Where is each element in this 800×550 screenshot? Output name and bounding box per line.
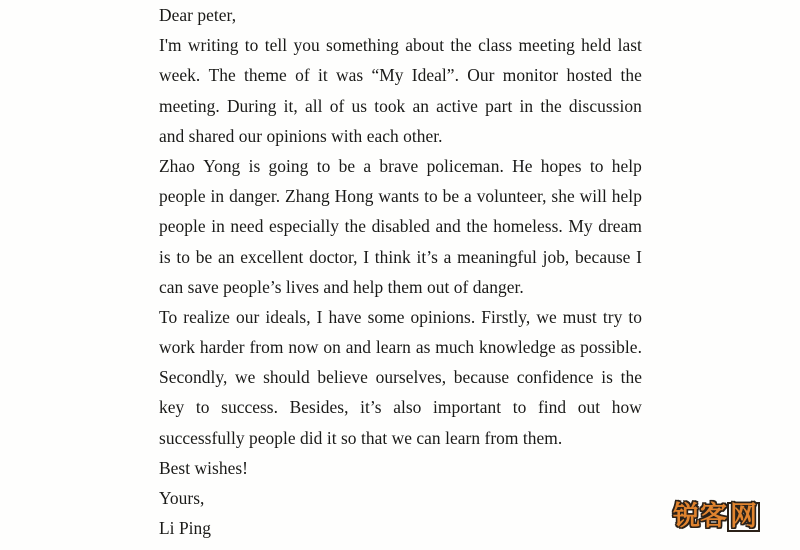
letter-line-salutation: Dear peter, xyxy=(159,5,237,25)
letter-line: I'm writing to tell you something about the class meeting held last xyxy=(159,35,642,56)
letter-line: people in need especially the disabled and the homeless. My dream xyxy=(159,216,642,237)
watermark-char-wang: 网 xyxy=(727,502,760,532)
letter-line: and shared our opinions with each other. xyxy=(159,125,443,146)
letter-line: key to success. Besides, it’s also important to find out how xyxy=(159,397,642,418)
watermark-char-rui: 锐 xyxy=(673,501,700,532)
letter-line: work harder from now on and learn as much knowledge as possible. xyxy=(159,337,642,358)
letter-line: can save people’s lives and help them out of danger. xyxy=(159,276,524,297)
letter-line-best-wishes: Best wishes! xyxy=(159,457,248,478)
letter-line: week. The theme of it was “My Ideal”. Our monitor hosted the xyxy=(159,65,642,86)
letter-line: Secondly, we should believe ourselves, because confidence is the xyxy=(159,367,642,388)
letter-line: To realize our ideals, I have some opinions. Firstly, we must try to xyxy=(159,306,642,327)
letter-line-signature: Li Ping xyxy=(159,518,212,539)
letter-line: is to be an excellent doctor, I think it’s a meaningful job, because I xyxy=(159,246,642,267)
letter-line-yours: Yours, xyxy=(159,488,205,508)
watermark-char-ke: 客 xyxy=(700,501,727,532)
letter-line: people in danger. Zhang Hong wants to be a volunteer, she will help xyxy=(159,186,642,207)
letter-line: successfully people did it so that we can learn from them. xyxy=(159,427,563,448)
letter-line: meeting. During it, all of us took an active part in the discussion xyxy=(159,95,642,116)
letter-body xyxy=(159,0,642,543)
site-watermark xyxy=(673,501,760,533)
letter-line: Zhao Yong is going to be a brave policeman. He hopes to help xyxy=(159,155,642,176)
